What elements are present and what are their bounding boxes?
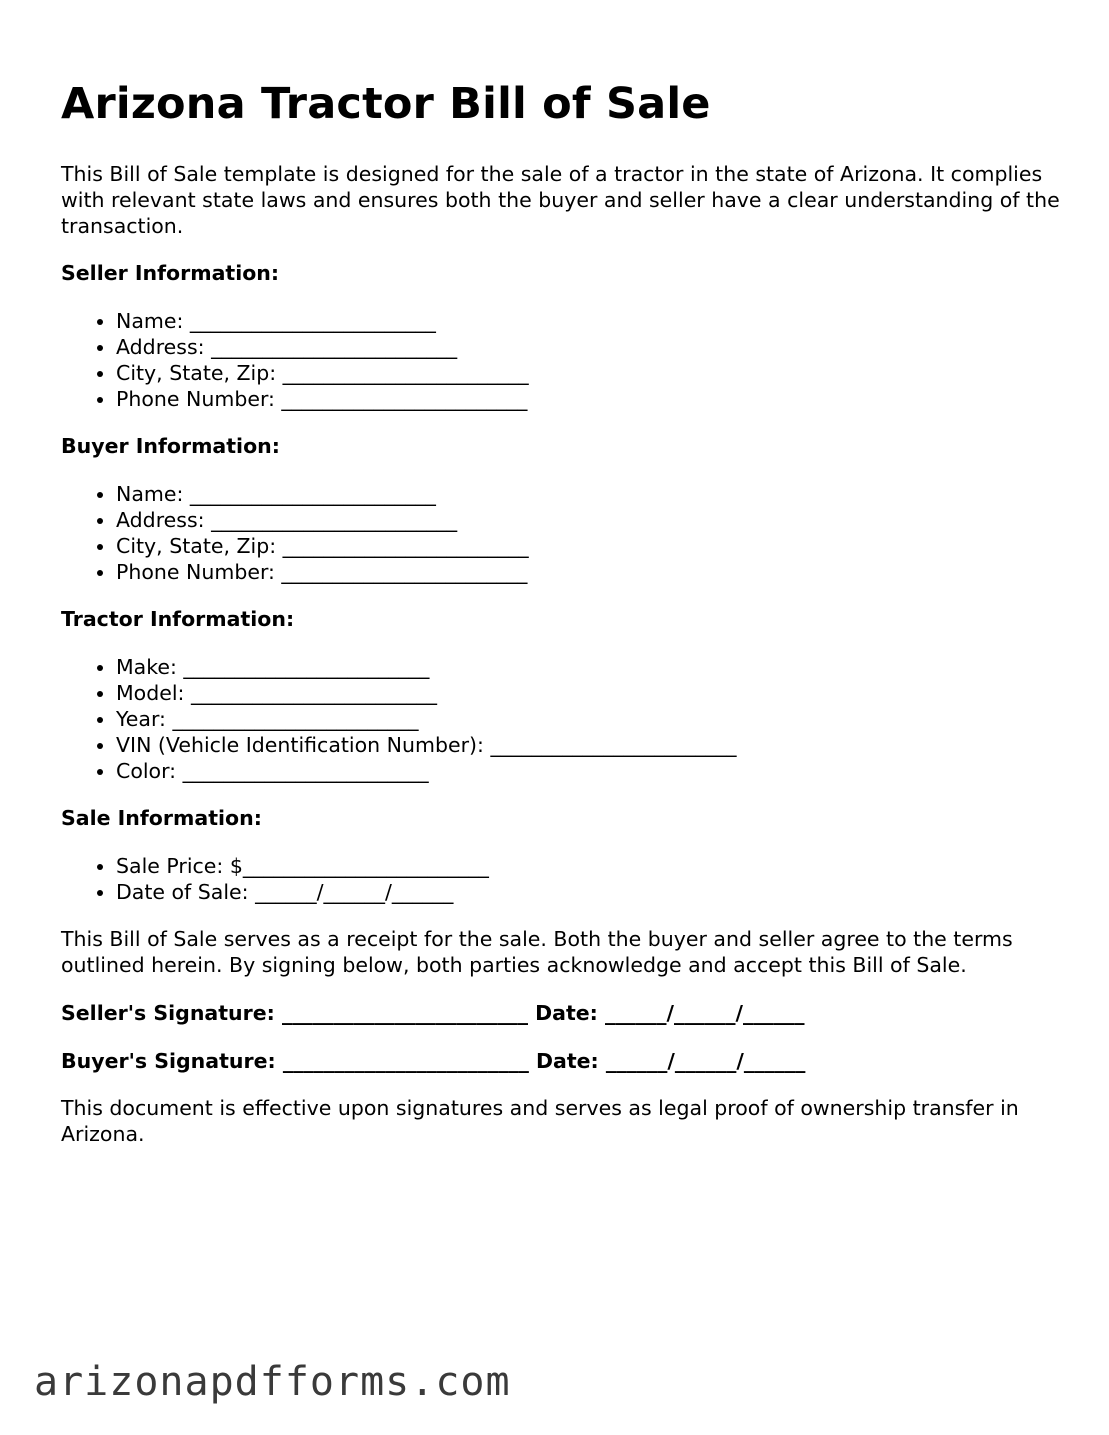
site-watermark: arizonapdfforms.com <box>34 1359 511 1405</box>
buyer-name-field: • Name: ________________________ <box>116 481 1061 507</box>
closing-paragraph: This Bill of Sale serves as a receipt for the sale. Both the buyer and seller agree to the terms outlined herein. By signing below, both parties acknowledge and accept this Bill of Sale. <box>61 927 1013 977</box>
buyer-phone-field: • Phone Number: ________________________ <box>116 559 1061 585</box>
buyer-heading: Buyer Information: <box>61 434 280 458</box>
seller-phone-field: • Phone Number: ________________________ <box>116 386 1061 412</box>
tractor-model-field: • Model: ________________________ <box>116 680 1061 706</box>
seller-city-state-zip-field: • City, State, Zip: ________________________ <box>116 360 1061 386</box>
sale-date-field: • Date of Sale: ______/______/______ <box>116 879 1061 905</box>
buyer-signature-line: Buyer's Signature: ________________________ Date: ______/______/______ <box>61 1049 806 1073</box>
tractor-make-field: • Make: ________________________ <box>116 654 1061 680</box>
buyer-address-field: • Address: ________________________ <box>116 507 1061 533</box>
buyer-city-state-zip-field: • City, State, Zip: ________________________ <box>116 533 1061 559</box>
seller-name-field: • Name: ________________________ <box>116 308 1061 334</box>
page-title: Arizona Tractor Bill of Sale <box>61 79 711 129</box>
sale-list <box>61 853 1061 905</box>
seller-list <box>61 308 1061 412</box>
tractor-heading: Tractor Information: <box>61 607 295 631</box>
tractor-vin-field: • VIN (Vehicle Identification Number): ________________________ <box>116 732 1061 758</box>
seller-signature-line: Seller's Signature: ________________________ Date: ______/______/______ <box>61 1001 805 1025</box>
sale-price-field: • Sale Price: $________________________ <box>116 853 1061 879</box>
buyer-list <box>61 481 1061 585</box>
tractor-year-field: • Year: ________________________ <box>116 706 1061 732</box>
document-page <box>61 0 1061 1147</box>
final-paragraph: This document is effective upon signatures and serves as legal proof of ownership transfer in Arizona. <box>61 1096 1019 1146</box>
sale-heading: Sale Information: <box>61 806 262 830</box>
seller-heading: Seller Information: <box>61 261 280 285</box>
tractor-color-field: • Color: ________________________ <box>116 758 1061 784</box>
intro-paragraph: This Bill of Sale template is designed for the sale of a tractor in the state of Arizona. It complies with relevant state laws and ensures both the buyer and seller have a clear understanding of the transaction. <box>61 162 1060 238</box>
seller-address-field: • Address: ________________________ <box>116 334 1061 360</box>
tractor-list <box>61 654 1061 784</box>
